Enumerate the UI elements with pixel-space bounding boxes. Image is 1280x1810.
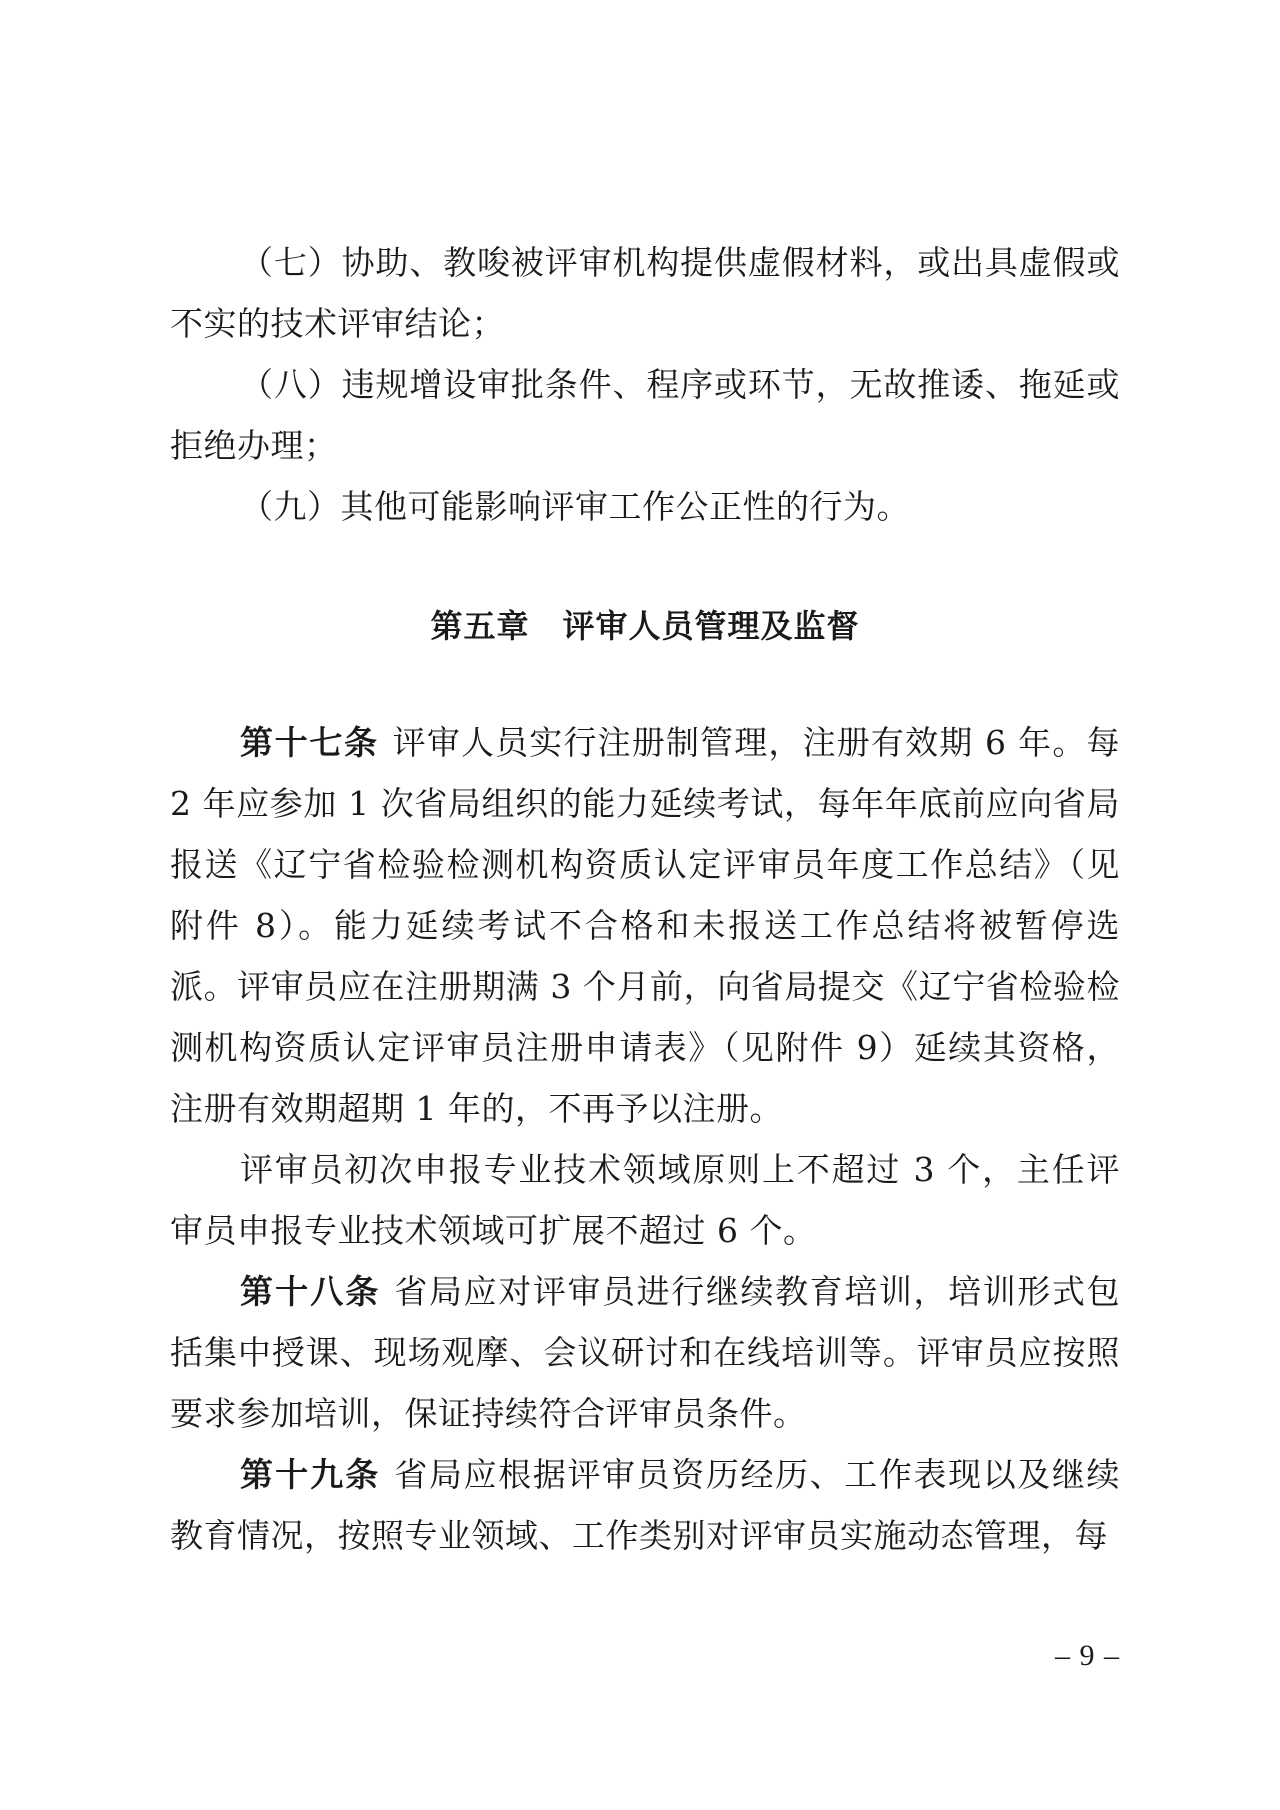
item-8: （八）违规增设审批条件、程序或环节，无故推诿、拖延或拒绝办理；: [170, 365, 1120, 465]
article-19: [170, 1444, 1120, 1566]
article-17-text: 评审人员实行注册制管理，注册有效期 6 年。每 2 年应参加 1 次省局组织的能力延续考试，每年年底前应向省局报送《辽宁省检验检测机构资质认定评审员年度工作总结》（见附件 8）。能力延续考试不合格和未报送工作总结将被暂停选派。评审员应在注册期满 3 个月前，向省局提交《辽宁省检验检测机构资质认定评审员注册申请表》（见附件 9）延续其资格，注册有效期超期 1 年的，不再予以注册。: [170, 723, 1121, 1128]
articles-section: [170, 712, 1120, 1566]
item-9: （九）其他可能影响评审工作公正性的行为。: [240, 487, 910, 526]
article-17: [170, 712, 1120, 1139]
paragraph-domains: 评审员初次申报专业技术领域原则上不超过 3 个，主任评审员申报专业技术领域可扩展不超过 6 个。: [170, 1150, 1120, 1250]
article-18-text: 省局应对评审员进行继续教育培训，培训形式包括集中授课、现场观摩、会议研讨和在线培训等。评审员应按照要求参加培训，保证持续符合评审员条件。: [170, 1272, 1121, 1433]
article-18: [170, 1261, 1120, 1444]
page-number: – 9 –: [1055, 1639, 1120, 1672]
article-19-label: 第十九条: [240, 1455, 381, 1494]
article-18-label: 第十八条: [240, 1272, 381, 1311]
items-section: [170, 232, 1120, 537]
article-19-text: 省局应根据评审员资历经历、工作表现以及继续教育情况，按照专业领域、工作类别对评审员实施动态管理，每: [170, 1455, 1121, 1555]
chapter-title: 第五章 评审人员管理及监督: [430, 607, 860, 645]
item-7: （七）协助、教唆被评审机构提供虚假材料，或出具虚假或不实的技术评审结论；: [170, 243, 1120, 343]
article-17-label: 第十七条: [240, 723, 379, 762]
